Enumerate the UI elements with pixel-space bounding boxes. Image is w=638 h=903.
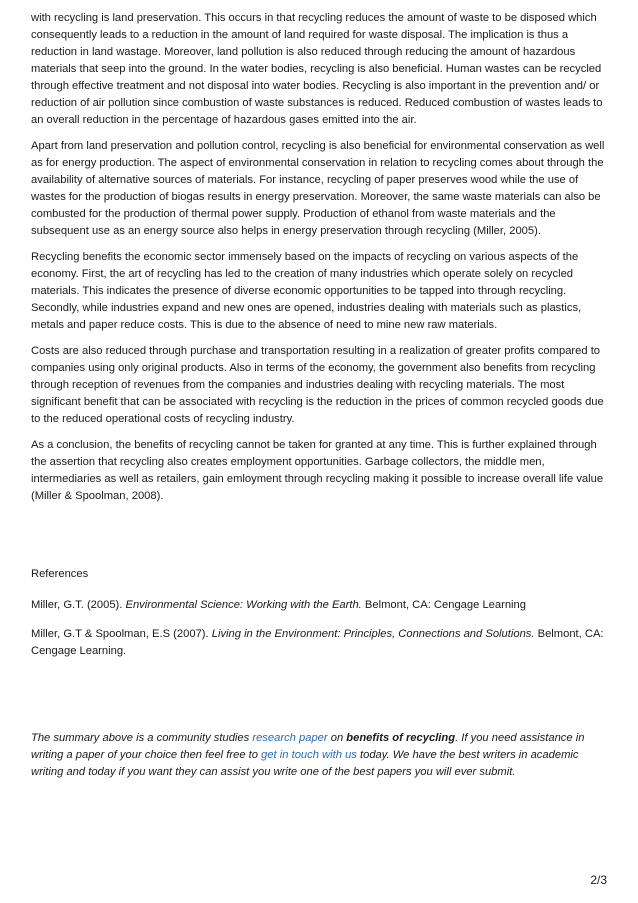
reference-authors: Miller, G.T. (2005). (31, 599, 126, 611)
summary-note (31, 730, 607, 781)
body-paragraph: with recycling is land preservation. This occurs in that recycling reduces the amount of waste to be disposed which consequently leads to a reduction in the amount of land required for waste disposal. The implication is thus a reduction in land wastage. Moreover, land pollution is also reduced through reducing the amount of hazardous materials that seep into the ground. In the water bodies, recycling is also beneficial. Human wastes can be recycled through effective treatment and not disposal into water bodies. Recycling is also important in the prevention and/ or reduction of air pollution since combustion of waste substances is reduced. Reduced combustion of wastes leads to an overall reduction in the percentage of hazardous gases emitted into the air. (31, 12, 603, 126)
page-number: 2/3 (590, 873, 607, 887)
reference-publisher: Belmont, CA: Cengage Learning. (31, 628, 604, 657)
research-paper-link[interactable]: research paper (252, 732, 328, 744)
summary-text: on (327, 732, 347, 744)
reference-publisher: Belmont, CA: Cengage Learning (361, 599, 526, 611)
section-spacer (31, 514, 607, 566)
reference-title: Living in the Environment: Principles, Connections and Solutions. (211, 628, 535, 640)
references-heading: References (31, 568, 89, 580)
reference-entry (31, 597, 607, 614)
reference-entry (31, 626, 607, 660)
reference-title: Environmental Science: Working with the Earth. (125, 599, 362, 611)
reference-authors: Miller, G.T & Spoolman, E.S (2007). (31, 628, 212, 640)
summary-text: . If you need assistance in writing a paper of your choice then feel free to (31, 732, 585, 761)
summary-topic: benefits of recycling (346, 732, 456, 744)
body-paragraph: Costs are also reduced through purchase and transportation resulting in a realization of greater profits compared to companies using only original products. Also in terms of the economy, the government also benefits from recycling through reception of revenues from the companies and industries dealing with recycling materials. The most significant benefit that can be associated with recycling is the reduction in the prices of common recycled goods due to the reduced operational costs of recycling industry. (31, 345, 604, 425)
section-spacer (31, 672, 607, 730)
summary-text: The summary above is a community studies (31, 732, 253, 744)
contact-link[interactable]: get in touch with us (261, 749, 357, 761)
body-paragraph: Apart from land preservation and pollution control, recycling is also beneficial for environmental conservation as well as for energy production. The aspect of environmental conservation in relation to recycling comes about through the availability of alternative sources of materials. For instance, recycling of paper preserves wood while the use of wastes for the production of biogas results in energy preservation. Moreover, the same waste materials can also be combusted for the production of thermal power supply. Production of ethanol from waste materials and the subsequent use as an energy source also helps in energy preservation through recycling (Miller, 2005). (31, 140, 605, 237)
body-paragraph: As a conclusion, the benefits of recycling cannot be taken for granted at any time. This is further explained through the assertion that recycling also creates employment opportunities. Garbage collectors, the middle men, intermediaries as well as retailers, gain emloyment through recycling making it possible to increase overall life value (Miller & Spoolman, 2008). (31, 439, 604, 502)
summary-text: today. We have the best writers in academic writing and today if you want they can assist you write one of the best papers you will ever submit. (31, 749, 579, 778)
body-paragraph: Recycling benefits the economic sector immensely based on the impacts of recycling on various aspects of the economy. First, the art of recycling has led to the creation of many industries which operate solely on recycled materials. This indicates the presence of diverse economic opportunities to be tapped into through recycling. Secondly, while industries expand and new ones are opened, industries dealing with materials such as plastics, metals and paper reduce costs. This is due to the absence of need to mine new raw materials. (31, 251, 582, 331)
